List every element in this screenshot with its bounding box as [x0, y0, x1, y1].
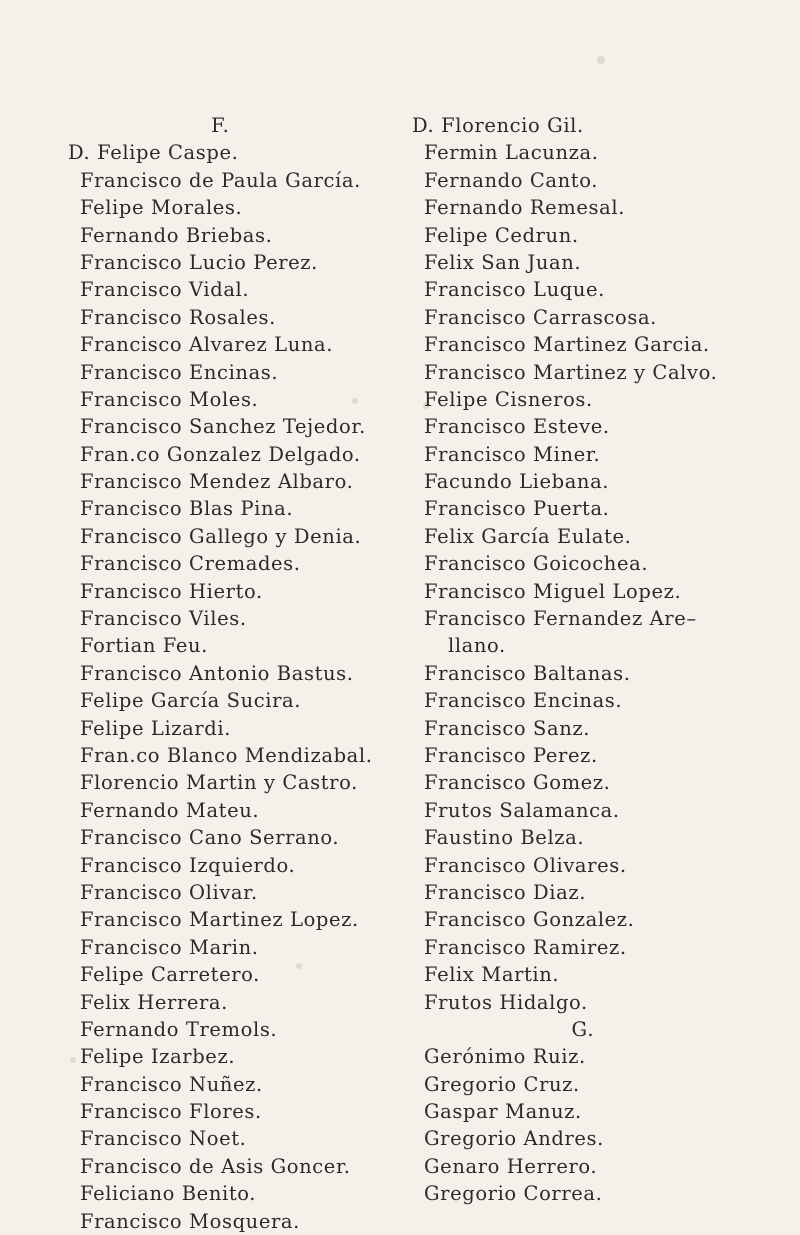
list-item: Francisco Martinez y Calvo. [424, 360, 718, 384]
list-item: Felipe Carretero. [80, 963, 260, 987]
list-item: Felix García Eulate. [424, 524, 632, 548]
list-item: D. Felipe Caspe. [68, 141, 239, 165]
list-item: Faustino Belza. [424, 826, 585, 850]
list-item: Fernando Briebas. [80, 223, 273, 247]
list-item: Francisco de Asis Goncer. [80, 1154, 351, 1178]
list-item: Francisco Sanchez Tejedor. [80, 415, 366, 439]
list-item: Felix Martin. [424, 963, 560, 987]
list-item: Francisco Encinas. [424, 689, 623, 713]
list-item: Frutos Hidalgo. [424, 990, 588, 1014]
list-item: Francisco Mendez Albaro. [80, 470, 354, 494]
list-item: Francisco Lucio Perez. [80, 250, 318, 274]
list-item: Felix Herrera. [80, 990, 228, 1014]
list-item: Genaro Herrero. [424, 1154, 598, 1178]
list-item: Francisco Moles. [80, 387, 259, 411]
list-item: Francisco Puerta. [424, 497, 610, 521]
list-item: Francisco Martinez Garcia. [424, 333, 710, 357]
list-item: Felipe Cisneros. [424, 387, 593, 411]
list-item: Fernando Canto. [424, 168, 599, 192]
list-item: Facundo Liebana. [424, 470, 610, 494]
list-item: Felipe García Sucira. [80, 689, 302, 713]
list-item: Francisco Sanz. [424, 716, 591, 740]
list-item: D. Florencio Gil. [412, 114, 584, 137]
list-item: Francisco Cano Serrano. [80, 826, 340, 850]
list-item: Felipe Cedrun. [424, 223, 579, 247]
list-item: Francisco Blas Pina. [80, 497, 294, 521]
list-item: Francisco Gallego y Denia. [80, 524, 362, 548]
list-item: Fran.co Gonzalez Delgado. [80, 442, 361, 466]
list-item: Francisco Marin. [80, 935, 259, 959]
list-item: Felipe Lizardi. [80, 716, 232, 740]
list-item: Gregorio Andres. [424, 1127, 604, 1151]
list-item: Francisco Gonzalez. [424, 908, 635, 932]
list-item: Florencio Martin y Castro. [80, 771, 358, 795]
list-item: Fernando Remesal. [424, 196, 626, 220]
list-item: Francisco Izquierdo. [80, 853, 296, 877]
list-item: Francisco Hierto. [80, 579, 263, 603]
list-item: Gregorio Cruz. [424, 1072, 580, 1096]
list-item: Francisco Encinas. [80, 360, 279, 384]
list-item: Francisco Perez. [424, 743, 598, 767]
list-item: Francisco Diaz. [424, 880, 587, 904]
list-item: Gaspar Manuz. [424, 1100, 582, 1124]
section-heading-f: F. [211, 114, 230, 137]
list-item: Francisco Flores. [80, 1100, 262, 1124]
list-item: Francisco Goicochea. [424, 552, 649, 576]
list-item: Francisco Cremades. [80, 552, 301, 576]
list-item: Fortian Feu. [80, 634, 208, 658]
list-item: Francisco Gomez. [424, 771, 611, 795]
list-item: Francisco Ramirez. [424, 935, 627, 959]
list-item: Francisco Noet. [80, 1127, 247, 1151]
list-item: Felix San Juan. [424, 250, 582, 274]
ink-spot [597, 56, 605, 64]
list-item: Feliciano Benito. [80, 1182, 257, 1206]
list-item: Francisco Viles. [80, 607, 247, 631]
list-item: Felipe Izarbez. [80, 1045, 236, 1069]
list-item: Francisco Olivares. [424, 853, 627, 877]
list-item: Francisco Baltanas. [424, 661, 631, 685]
list-item: Francisco Carrascosa. [424, 305, 657, 329]
list-item: Francisco Esteve. [424, 415, 610, 439]
list-item: Francisco Vidal. [80, 278, 250, 302]
list-item: Frutos Salamanca. [424, 798, 620, 822]
list-item: Fernando Mateu. [80, 798, 260, 822]
list-item: Francisco Luque. [424, 278, 605, 302]
list-item: Francisco de Paula García. [80, 168, 361, 192]
list-item-continuation: llano. [448, 634, 506, 658]
list-item: Felipe Morales. [80, 196, 243, 220]
list-item: Francisco Olivar. [80, 880, 258, 904]
right-column [412, 112, 784, 1208]
list-item: Fermin Lacunza. [424, 141, 599, 165]
list-item: Gregorio Correa. [424, 1182, 603, 1206]
list-item: Francisco Antonio Bastus. [80, 661, 354, 685]
list-item: Fernando Tremols. [80, 1017, 278, 1041]
list-item: Francisco Miner. [424, 442, 601, 466]
list-item: Francisco Mosquera. [80, 1209, 300, 1233]
list-item: Francisco Miguel Lopez. [424, 579, 682, 603]
list-item: Fran.co Blanco Mendizabal. [80, 743, 373, 767]
left-column [68, 112, 413, 1235]
list-item: Francisco Nuñez. [80, 1072, 263, 1096]
list-item: Gerónimo Ruiz. [424, 1045, 586, 1069]
list-item: Francisco Rosales. [80, 305, 276, 329]
section-heading-g: G. [571, 1017, 595, 1041]
list-item: Francisco Fernandez Are– [424, 607, 697, 631]
list-item: Francisco Alvarez Luna. [80, 333, 334, 357]
list-item: Francisco Martinez Lopez. [80, 908, 359, 932]
